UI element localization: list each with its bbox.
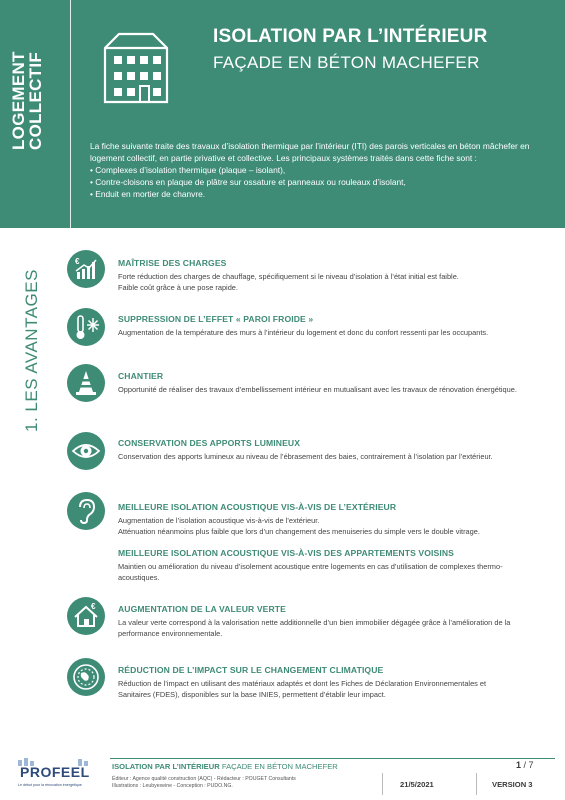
advantage-title: CHANTIER [118,371,164,381]
intro-bullet-3: • Enduit en mortier de chanvre. [90,189,206,199]
page-number [516,760,534,770]
footer-title [112,762,338,771]
side-title [9,51,45,150]
advantage-text: Conservation des apports lumineux au niveau de l’ébrasement des baies, contrairement à l’isolation par l’extérieur. [118,452,493,461]
footer-divider [110,758,555,759]
advantage-title: SUPPRESSION DE L’EFFET « PAROI FROIDE » [118,314,314,324]
footer-title-bold: ISOLATION PAR L’INTÉRIEUR [112,762,220,771]
side-title-line1: LOGEMENT [9,51,28,150]
advantage-item [118,665,518,700]
advantage-item [118,548,518,583]
advantage-text: Maintien ou amélioration du niveau d’isolement acoustique entre logements en cas d’utilisation de complexes thermo-acoustiques. [118,562,503,582]
footer-separator [382,773,383,795]
house-euro-icon [67,597,105,635]
thermometer-snowflake-icon [67,308,105,346]
advantage-text: Augmentation de l’isolation acoustique vis-à-vis de l’extérieur. [118,516,320,525]
footer-credits [112,776,372,790]
page-current: 1 [516,760,522,770]
page-title: ISOLATION PAR L’INTÉRIEUR [213,26,488,47]
advantage-text: La valeur verte correspond à la valorisation nette additionnelle d’un bien immobilier dégagée grâce à l’amélioration de la performance environnementale. [118,618,511,638]
building-icon [97,28,175,106]
advantage-item [118,371,518,396]
advantage-text: Augmentation de la température des murs à l’intérieur du logement et donc du confort ressenti par les occupants. [118,328,489,337]
advantage-title: MEILLEURE ISOLATION ACOUSTIQUE VIS-À-VIS DES APPARTEMENTS VOISINS [118,548,454,558]
logo-text: PROFEEL [20,764,90,780]
advantage-item [118,438,518,463]
page-total: / 7 [523,760,534,770]
credits-line: Éditeur : Agence qualité construction (AQC) - Rédacteur : POUGET Consultants [112,776,296,782]
traffic-cone-icon [67,364,105,402]
section-label: 1. LES AVANTAGES [22,269,41,432]
credits-line: Illustrations : Leubyexeine - Conception : PUDO.NG. [112,783,233,789]
advantage-title: MAÎTRISE DES CHARGES [118,258,227,268]
advantage-text: Forte réduction des charges de chauffage, spécifiquement si le niveau d’isolation à l’état initial est faible. [118,272,459,281]
header-band [0,0,565,228]
advantage-item [118,502,518,537]
advantage-text: Opportunité de réaliser des travaux d’embellissement intérieur en mutualisant avec les travaux de rénovation énergétique. [118,385,517,394]
advantage-text: Atténuation néanmoins plus faible que lors d’un changement des menuiseries du simple vers le double vitrage. [118,526,480,536]
logo-tagline: Le début pour la rénovation énergétique [18,783,82,787]
svg-text:€: € [91,602,96,611]
footer-separator [476,773,477,795]
advantage-title: AUGMENTATION DE LA VALEUR VERTE [118,604,286,614]
advantage-item [118,604,518,639]
globe-icon [67,658,105,696]
chart-euro-icon [67,250,105,288]
eye-icon [67,432,105,470]
advantage-text: Faible coût grâce à une pose rapide. [118,282,238,292]
advantage-title: RÉDUCTION DE L’IMPACT SUR LE CHANGEMENT CLIMATIQUE [118,665,384,675]
advantage-title: MEILLEURE ISOLATION ACOUSTIQUE VIS-À-VIS DE L’EXTÉRIEUR [118,502,397,512]
intro-bullet-1: • Complexes d’isolation thermique (plaque – isolant), [90,165,286,175]
intro-text [90,140,550,200]
advantage-title: CONSERVATION DES APPORTS LUMINEUX [118,438,301,448]
intro-paragraph: La fiche suivante traite des travaux d’isolation thermique par l’intérieur (ITI) des parois verticales en béton mâchefer en logement collectif, en partie privative et collective. Les principaux systèmes traités dans cette fiche sont : [90,141,530,163]
footer-title-rest: FAÇADE EN BÉTON MACHEFER [221,762,338,771]
advantage-item [118,258,518,293]
advantage-text: Réduction de l’impact en utilisant des matériaux adaptés et dont les Fiches de Déclaration Environnementales et Sanitaires (FDES), disponibles sur la base INIES, permettent d’établir leur impact. [118,679,487,699]
intro-bullet-2: • Contre-cloisons en plaque de plâtre sur ossature et panneaux ou rouleaux d’isolant, [90,177,406,187]
svg-text:€: € [75,257,80,266]
advantage-item [118,314,518,339]
side-title-line2: COLLECTIF [26,51,45,150]
footer-version: VERSION 3 [492,780,533,789]
page-subtitle: FAÇADE EN BÉTON MACHEFER [213,53,480,72]
header-divider [70,0,71,228]
footer-date: 21/5/2021 [400,780,434,789]
ear-icon [67,492,105,530]
